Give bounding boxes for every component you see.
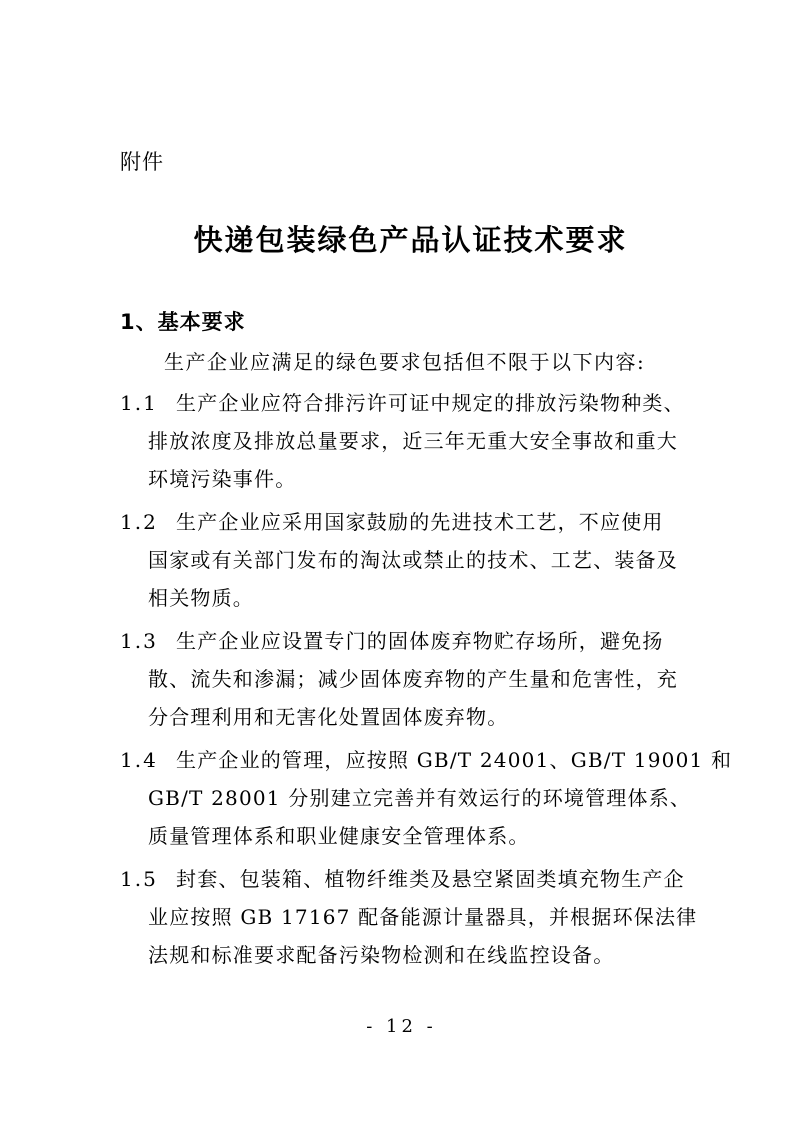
item-number: 1.5 <box>120 867 158 891</box>
attachment-label: 附件 <box>120 150 164 174</box>
item-text: 分合理利用和无害化处置固体废弃物。 <box>148 705 509 729</box>
item-number: 1.2 <box>120 510 158 534</box>
section-intro: 生产企业应满足的绿色要求包括但不限于以下内容: <box>164 350 646 374</box>
item-first-line <box>120 741 733 779</box>
requirement-item <box>120 860 698 974</box>
requirement-item <box>120 741 733 855</box>
item-text: 业应按照 GB 17167 配备能源计量器具，并根据环保法律 <box>148 905 698 929</box>
page-number: - 12 - <box>366 1016 437 1037</box>
item-first-line <box>120 622 680 660</box>
item-text: GB/T 28001 分别建立完善并有效运行的环境管理体系、 <box>148 786 692 810</box>
item-number: 1.4 <box>120 748 158 772</box>
requirement-item <box>120 622 680 736</box>
item-text: 生产企业应设置专门的固体废弃物贮存场所，避免扬 <box>176 629 664 653</box>
item-number: 1.3 <box>120 629 158 653</box>
requirement-item <box>120 503 680 617</box>
item-text: 环境污染事件。 <box>148 467 297 491</box>
requirement-item <box>120 384 685 498</box>
item-text: 质量管理体系和职业健康安全管理体系。 <box>148 824 530 848</box>
requirement-list <box>120 384 733 979</box>
item-text: 封套、包装箱、植物纤维类及悬空紧固类填充物生产企 <box>176 867 685 891</box>
item-number: 1.1 <box>120 391 158 415</box>
document-title: 快递包装绿色产品认证技术要求 <box>193 223 628 257</box>
item-text: 生产企业的管理，应按照 GB/T 24001、GB/T 19001 和 <box>176 748 733 772</box>
item-first-line <box>120 384 685 422</box>
item-text: 排放浓度及排放总量要求，近三年无重大安全事故和重大 <box>148 429 678 453</box>
item-first-line <box>120 860 685 898</box>
item-first-line <box>120 503 680 541</box>
item-text: 生产企业应符合排污许可证中规定的排放污染物种类、 <box>176 391 685 415</box>
item-text: 法规和标准要求配备污染物检测和在线监控设备。 <box>148 943 615 967</box>
item-text: 散、流失和渗漏；减少固体废弃物的产生量和危害性，充 <box>148 667 678 691</box>
item-text: 生产企业应采用国家鼓励的先进技术工艺，不应使用 <box>176 510 664 534</box>
section-heading: 1、基本要求 <box>120 310 246 334</box>
item-text: 国家或有关部门发布的淘汰或禁止的技术、工艺、装备及 <box>148 548 678 572</box>
item-text: 相关物质。 <box>148 586 254 610</box>
